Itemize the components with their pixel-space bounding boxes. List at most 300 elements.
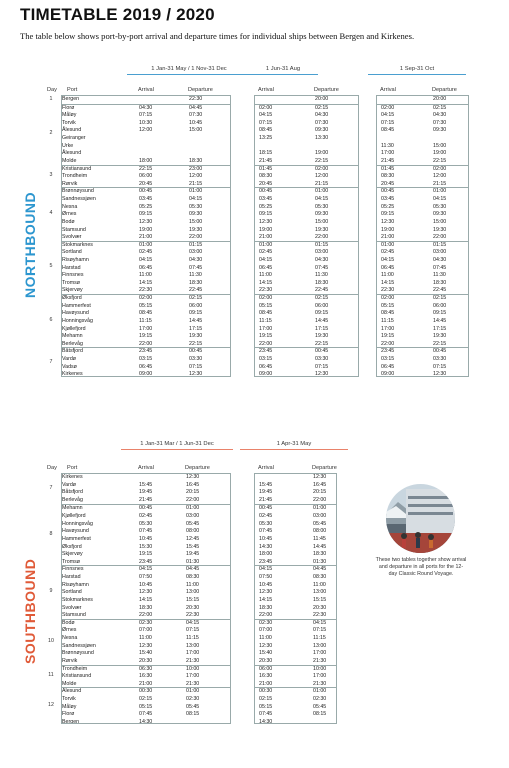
port-name: Urke [62,142,74,149]
arrival-time: 07:00 [259,627,273,634]
time-row [377,326,468,334]
port-name: Måløy [62,112,77,119]
arrival-time: 22:00 [139,612,153,619]
port-name: Bergen [62,718,80,725]
arrival-time: 17:00 [259,325,273,332]
time-row [255,482,336,490]
departure-time: 11:00 [186,581,199,588]
departure-time: 08:30 [313,574,327,581]
time-row [255,635,336,643]
arrival-time: 10:45 [259,581,273,588]
time-row [255,696,336,704]
departure-time: 18:30 [433,279,447,286]
arrival-time: 23:45 [139,558,153,565]
arrival-time: 05:25 [259,203,273,210]
arrival-time: 02:45 [259,249,273,256]
departure-time: 03:30 [433,356,447,363]
departure-time: 12:30 [186,474,200,480]
departure-time: 05:30 [433,203,447,210]
arrival-time: 21:45 [139,496,153,503]
time-row [62,280,230,288]
departure-time: 02:15 [433,104,447,111]
arrival-time: 02:45 [259,513,273,520]
departure-time: 04:45 [186,566,200,573]
arrival-time: 00:30 [139,688,153,695]
departure-time: 08:00 [186,528,200,535]
departure-time: 14:45 [189,317,203,324]
departure-time: 16:45 [313,481,327,488]
time-row [62,188,230,196]
southbound-label: SOUTHBOUND [22,558,38,664]
port-name: Torvik [62,695,76,702]
time-row [377,127,468,135]
time-row [377,173,468,181]
time-row [62,143,230,151]
arrival-time: 05:30 [259,520,273,527]
day-group [255,619,336,665]
arrival-time: 09:15 [259,211,273,218]
departure-time: 19:00 [433,150,447,157]
port-name: Nesna [62,203,78,210]
port-name: Sandnessjøen [62,196,96,203]
arrival-time: 09:00 [381,371,395,378]
time-row [62,620,230,628]
time-row [62,96,230,104]
departure-time: 07:15 [315,363,329,370]
time-row [255,257,358,265]
time-row [62,135,230,143]
time-row [255,219,358,227]
departure-time: 22:30 [189,96,203,102]
time-row [377,112,468,120]
times-table-block [254,95,359,377]
time-row [62,303,230,311]
time-row [62,166,230,174]
departure-time: 07:15 [313,627,327,634]
period-header: 1 Jan-31 Mar / 1 Jun-31 Dec [121,441,233,450]
departure-time: 17:00 [186,673,200,680]
time-row [255,521,336,529]
arrival-time: 08:45 [139,310,153,317]
arrival-time: 06:30 [139,665,153,672]
arrival-time: 18:15 [259,150,273,157]
time-row [62,219,230,227]
departure-time: 08:15 [313,711,327,718]
port-name: Molde [62,680,77,687]
arrival-time: 23:45 [139,348,153,355]
departure-time: 17:15 [315,325,329,332]
time-row [377,364,468,372]
port-name: Svolvær [62,234,82,241]
departure-time: 19:00 [315,150,329,157]
time-row [62,356,230,364]
departure-time: 01:30 [186,558,200,565]
arrival-column-header: Arrival [138,465,154,471]
arrival-time: 11:15 [259,317,272,324]
arrival-time: 14:15 [259,596,273,603]
time-row [255,249,358,257]
departure-time: 07:45 [315,264,329,271]
departure-time: 07:15 [186,627,200,634]
day-number: 1 [49,95,53,102]
time-row [377,211,468,219]
departure-time: 21:30 [313,657,327,664]
arrival-time: 11:00 [259,272,272,279]
arrival-time: 03:15 [139,356,153,363]
departure-column-header: Departure [188,87,213,93]
arrival-time: 14:30 [139,718,153,725]
arrival-time: 04:15 [139,566,153,573]
departure-time: 04:15 [186,619,200,626]
departure-time: 04:30 [433,112,447,119]
departure-time: 06:00 [315,302,329,309]
time-row [255,356,358,364]
arrival-time: 19:15 [259,333,273,340]
arrival-time: 07:45 [139,528,153,535]
arrival-time: 12:30 [139,642,153,649]
arrival-time: 02:30 [259,619,273,626]
departure-time: 19:30 [315,333,329,340]
time-row [62,120,230,128]
departure-time: 12:30 [433,371,447,378]
port-name: Ålesund [62,127,82,134]
port-name: Risøyhamn [62,581,89,588]
time-row [255,303,358,311]
time-row [255,188,358,196]
departure-time: 15:00 [315,218,329,225]
time-row [255,536,336,544]
time-row [62,513,230,521]
time-row [377,318,468,326]
departure-time: 22:00 [433,234,447,241]
departure-time: 01:00 [313,505,327,512]
port-name: Bodø [62,619,75,626]
port-name: Ålesund [62,150,82,157]
departure-time: 09:30 [189,211,203,218]
time-row [62,574,230,582]
arrival-time: 11:00 [381,272,394,279]
arrival-time: 07:45 [139,711,153,718]
departure-time: 01:00 [186,505,200,512]
day-group [255,187,358,240]
arrival-time: 10:45 [139,581,153,588]
port-name: Harstad [62,264,81,271]
departure-time: 05:45 [186,520,200,527]
departure-time: 11:30 [433,272,446,279]
departure-time: 11:30 [189,272,202,279]
time-row [62,173,230,181]
arrival-time: 02:00 [381,295,395,302]
arrival-time: 02:45 [139,513,153,520]
port-name: Stokmarknes [62,241,93,248]
day-group [255,241,358,294]
arrival-time: 01:00 [259,241,273,248]
arrival-time: 02:00 [381,104,395,111]
arrival-time: 04:15 [259,257,273,263]
port-name: Trondheim [62,173,88,180]
period-header: 1 Sep-31 Oct [368,66,466,75]
departure-time: 02:00 [315,165,329,172]
arrival-time: 12:30 [259,218,273,225]
arrival-time: 15:40 [139,650,153,657]
departure-time: 09:30 [315,127,329,134]
arrival-time: 22:00 [139,340,153,347]
time-row [62,227,230,235]
time-row [255,166,358,174]
arrival-time: 05:15 [139,302,153,309]
time-row [377,310,468,318]
time-row [255,566,336,574]
day-number: 6 [49,316,53,323]
arrival-time: 08:30 [381,173,395,180]
arrival-time: 15:45 [259,481,273,488]
port-name: Kjøllefjord [62,513,86,520]
time-row [62,544,230,552]
arrival-time: 22:30 [139,287,153,294]
departure-time: 12:00 [189,173,203,180]
departure-time: 11:00 [313,581,326,588]
time-row [255,704,336,712]
departure-time: 05:30 [189,203,203,210]
arrival-time: 12:30 [259,589,273,596]
time-row [377,135,468,143]
departure-time: 17:15 [189,325,203,332]
day-group [62,165,230,188]
departure-time: 05:45 [186,703,200,710]
arrival-time: 10:45 [139,535,153,542]
departure-time: 07:45 [189,264,203,271]
day-group [62,104,230,165]
departure-time: 22:00 [313,496,327,503]
port-name: Skjervøy [62,551,83,558]
departure-time: 20:00 [315,96,329,102]
arrival-time: 03:15 [381,356,395,363]
departure-time: 21:30 [186,657,200,664]
departure-time: 22:00 [315,234,329,241]
arrival-time: 07:15 [381,119,395,126]
departure-time: 04:30 [189,257,203,263]
time-row [255,711,336,719]
departure-time: 22:00 [186,496,200,503]
time-row [62,497,230,505]
arrival-time: 07:45 [259,711,273,718]
departure-time: 01:15 [433,241,447,248]
day-group [255,96,358,104]
arrival-time: 21:45 [259,157,273,164]
arrival-time: 03:45 [259,196,273,203]
departure-time: 22:30 [186,612,200,619]
departure-time: 11:15 [186,635,199,641]
time-row [377,303,468,311]
departure-time: 11:30 [315,272,328,279]
departure-time: 12:30 [313,474,327,480]
day-number: 11 [48,671,54,678]
time-row [62,521,230,529]
departure-time: 04:15 [433,196,447,203]
arrival-time: 18:30 [259,604,273,611]
departure-time: 07:30 [315,119,329,126]
arrival-time: 21:00 [139,680,153,687]
departure-time: 22:45 [189,287,203,294]
departure-time: 06:00 [433,302,447,309]
period-header: 1 Jun-31 Aug [248,66,318,75]
time-row [62,333,230,341]
time-row [255,96,358,104]
departure-time: 04:45 [189,104,203,111]
port-name: Trondheim [62,665,88,672]
time-row [62,643,230,651]
arrival-time: 13:25 [259,135,273,142]
arrival-time: 06:45 [259,363,273,370]
arrival-time: 00:45 [381,188,395,195]
departure-time: 10:00 [186,665,200,672]
arrival-time: 09:15 [381,211,395,218]
time-row [62,364,230,372]
time-row [255,627,336,635]
time-row [62,489,230,497]
departure-time: 15:00 [433,142,447,149]
time-row [255,135,358,143]
time-row [255,582,336,590]
time-row [255,551,336,559]
time-row [255,505,336,513]
departure-time: 22:15 [315,340,329,347]
port-name: Bodø [62,218,75,225]
arrival-time: 23:45 [259,558,273,565]
time-row [255,242,358,250]
arrival-time: 15:30 [139,543,153,550]
port-name: Brønnøysund [62,650,94,657]
arrival-time: 10:45 [259,535,273,542]
time-row [62,318,230,326]
departure-time: 01:00 [433,188,447,195]
departure-time: 14:45 [315,317,329,324]
time-row [62,666,230,674]
arrival-time: 19:45 [139,489,153,496]
port-name: Harstad [62,574,81,581]
port-name: Molde [62,157,77,164]
port-name: Rørvik [62,657,78,664]
arrival-time: 14:15 [139,279,153,286]
departure-time: 19:30 [189,333,203,340]
port-name: Finnsnes [62,566,84,573]
arrival-column-header: Arrival [138,87,154,93]
time-row [255,333,358,341]
time-row [255,371,358,379]
time-row [377,295,468,303]
departure-time: 04:15 [315,196,329,203]
departure-time: 03:00 [189,249,203,256]
arrival-time: 06:00 [259,665,273,672]
arrival-time: 17:00 [381,325,395,332]
time-row [377,105,468,113]
arrival-time: 23:45 [259,348,273,355]
time-row [377,280,468,288]
port-name: Kjøllefjord [62,325,86,332]
departure-time: 19:30 [433,226,447,233]
time-row [377,371,468,379]
time-row [62,505,230,513]
departure-time: 08:30 [186,574,200,581]
departure-time: 03:30 [189,356,203,363]
arrival-time: 15:45 [139,481,153,488]
arrival-time: 19:15 [139,551,153,558]
time-row [255,489,336,497]
departure-time: 20:30 [186,604,200,611]
arrival-time: 04:30 [139,104,153,111]
time-row [255,204,358,212]
departure-time: 03:00 [433,249,447,256]
arrival-time: 21:00 [259,680,273,687]
departure-time: 00:45 [433,348,447,355]
day-number: 9 [49,588,53,595]
arrival-time: 21:00 [259,234,273,241]
arrival-time: 19:45 [259,489,273,496]
arrival-time: 11:00 [139,272,152,279]
port-name: Ørnes [62,211,77,218]
time-row [62,528,230,536]
time-row [62,127,230,135]
arrival-time: 22:15 [139,165,153,172]
departure-time: 01:15 [189,241,203,248]
departure-time: 17:00 [313,673,327,680]
arrival-time: 21:45 [259,496,273,503]
departure-time: 20:00 [433,96,447,102]
arrival-time: 07:50 [139,574,153,581]
time-row [377,196,468,204]
day-group [62,619,230,665]
arrival-time: 05:15 [381,302,395,309]
departure-time: 08:00 [313,528,327,535]
arrival-time: 23:45 [381,348,395,355]
arrival-time: 10:30 [139,119,153,126]
departure-time: 22:30 [313,612,327,619]
arrival-time: 05:30 [139,520,153,527]
arrival-time: 17:00 [381,150,395,157]
day-group [377,187,468,240]
day-group [62,687,230,725]
departure-time: 13:00 [313,589,327,596]
arrival-time: 21:00 [381,234,395,241]
port-name: Rørvik [62,180,78,187]
arrival-time: 19:15 [381,333,395,340]
arrival-time: 19:00 [381,226,395,233]
time-row [255,597,336,605]
departure-time: 19:30 [315,226,329,233]
arrival-time: 16:30 [139,673,153,680]
arrival-time: 06:45 [139,363,153,370]
time-row [62,105,230,113]
port-name: Kristiansund [62,165,92,172]
day-group [62,565,230,618]
day-group [62,347,230,377]
time-row [62,704,230,712]
arrival-time: 01:45 [381,165,395,172]
time-row [255,673,336,681]
arrival-time: 18:30 [139,604,153,611]
time-row [255,310,358,318]
time-row [377,249,468,257]
port-name: Hammerfest [62,535,91,542]
departure-time: 15:15 [313,596,327,603]
time-row [377,265,468,273]
arrival-time: 22:30 [381,287,395,294]
time-row [255,544,336,552]
departure-time: 22:15 [433,340,447,347]
port-name: Sandnessjøen [62,642,96,649]
time-row [62,265,230,273]
day-column-header: Day [47,465,57,471]
